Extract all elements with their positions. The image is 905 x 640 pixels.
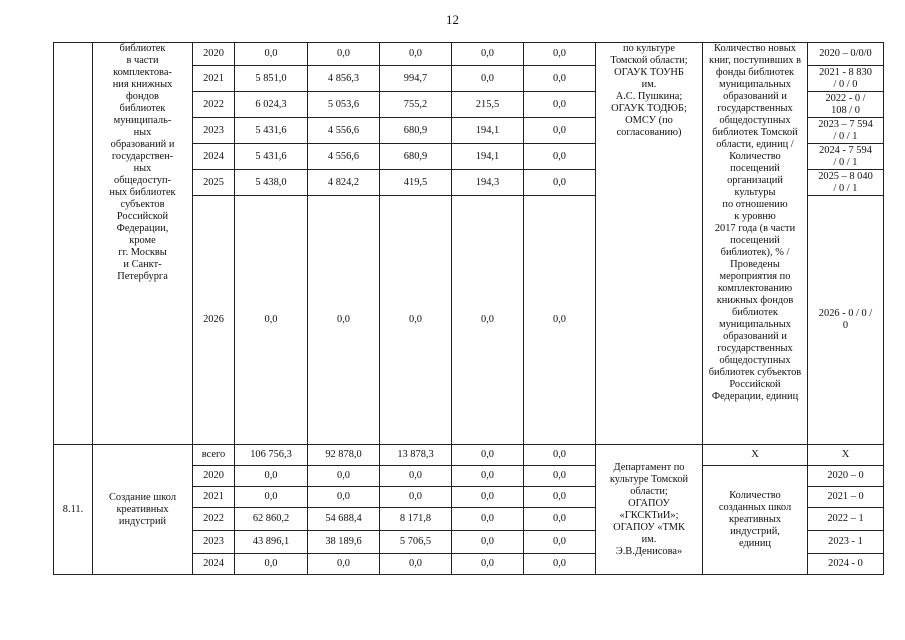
target-cell: 2021 – 0 bbox=[808, 487, 884, 508]
row-a-name: библиотек в части комплектова- ния книжных фондов библиотек муниципаль- ных образований и государствен- ных общедоступ- ных библиотек субъектов Российской Федерации, кроме гг. Москвы и Санкт- Петербурга bbox=[93, 43, 193, 445]
value-cell: 0,0 bbox=[235, 196, 308, 445]
value-cell: 0,0 bbox=[380, 487, 452, 508]
target-cell: 2025 – 8 040 / 0 / 1 bbox=[808, 170, 884, 196]
value-cell: 0,0 bbox=[524, 508, 596, 531]
value-cell: 0,0 bbox=[308, 196, 380, 445]
value-cell: 38 189,6 bbox=[308, 531, 380, 554]
target-cell: 2020 – 0 bbox=[808, 466, 884, 487]
target-cell: 2023 - 1 bbox=[808, 531, 884, 554]
year-cell: 2023 bbox=[193, 531, 235, 554]
row-b-executors: Департамент по культуре Томской области; ОГАПОУ «ГКСКТиИ»; ОГАПОУ «ТМК им. Э.В.Денисова» bbox=[596, 445, 703, 575]
value-cell: 4 856,3 bbox=[308, 66, 380, 92]
value-cell: 4 824,2 bbox=[308, 170, 380, 196]
year-cell: 2024 bbox=[193, 144, 235, 170]
value-cell: 0,0 bbox=[235, 466, 308, 487]
value-cell: 92 878,0 bbox=[308, 445, 380, 466]
value-cell: 0,0 bbox=[524, 445, 596, 466]
year-cell: 2022 bbox=[193, 92, 235, 118]
program-table bbox=[53, 42, 884, 575]
year-cell: всего bbox=[193, 445, 235, 466]
value-cell: 0,0 bbox=[235, 487, 308, 508]
value-cell: 0,0 bbox=[524, 487, 596, 508]
value-cell: 54 688,4 bbox=[308, 508, 380, 531]
value-cell: 106 756,3 bbox=[235, 445, 308, 466]
value-cell: 680,9 bbox=[380, 118, 452, 144]
value-cell: 8 171,8 bbox=[380, 508, 452, 531]
value-cell: 0,0 bbox=[380, 554, 452, 575]
value-cell: 5 431,6 bbox=[235, 144, 308, 170]
value-cell: 0,0 bbox=[452, 554, 524, 575]
value-cell: 215,5 bbox=[452, 92, 524, 118]
year-cell: 2020 bbox=[193, 466, 235, 487]
value-cell: 0,0 bbox=[235, 554, 308, 575]
value-cell: 0,0 bbox=[452, 66, 524, 92]
target-cell: 2024 - 0 bbox=[808, 554, 884, 575]
value-cell: 0,0 bbox=[524, 66, 596, 92]
value-cell: 0,0 bbox=[380, 196, 452, 445]
value-cell: 62 860,2 bbox=[235, 508, 308, 531]
value-cell: 6 024,3 bbox=[235, 92, 308, 118]
value-cell: 0,0 bbox=[452, 508, 524, 531]
indicator-total-cell: Х bbox=[703, 445, 808, 466]
value-cell: 0,0 bbox=[452, 466, 524, 487]
value-cell: 194,1 bbox=[452, 118, 524, 144]
target-cell: 2021 - 8 830 / 0 / 0 bbox=[808, 66, 884, 92]
value-cell: 0,0 bbox=[452, 531, 524, 554]
row-a-number-cell bbox=[54, 43, 93, 445]
year-cell: 2025 bbox=[193, 170, 235, 196]
row-a-indicator: Количество новых книг, поступивших в фонды библиотек муниципальных образований и государственных общедоступных библиотек Томской области, единиц / Количество посещений организаций культуры по отношению к уровню 2017 года (в части посещений библиотек), % / Проведены мероприятия по комплектованию книжных фондов библиотек муниципальных образований и государственных общедоступных библиотек субъектов Российской Федерации, единиц bbox=[703, 43, 808, 445]
year-cell: 2021 bbox=[193, 487, 235, 508]
value-cell: 0,0 bbox=[308, 487, 380, 508]
year-cell: 2026 bbox=[193, 196, 235, 445]
year-cell: 2023 bbox=[193, 118, 235, 144]
value-cell: 0,0 bbox=[524, 92, 596, 118]
table-row bbox=[54, 43, 884, 66]
value-cell: 0,0 bbox=[524, 554, 596, 575]
value-cell: 0,0 bbox=[308, 554, 380, 575]
target-cell: 2022 – 1 bbox=[808, 508, 884, 531]
target-cell: Х bbox=[808, 445, 884, 466]
target-cell: 2023 – 7 594 / 0 / 1 bbox=[808, 118, 884, 144]
value-cell: 5 431,6 bbox=[235, 118, 308, 144]
value-cell: 0,0 bbox=[524, 466, 596, 487]
value-cell: 0,0 bbox=[308, 43, 380, 66]
year-cell: 2024 bbox=[193, 554, 235, 575]
row-b-indicator: Количество созданных школ креативных индустрий, единиц bbox=[703, 466, 808, 575]
value-cell: 5 851,0 bbox=[235, 66, 308, 92]
value-cell: 0,0 bbox=[452, 487, 524, 508]
value-cell: 0,0 bbox=[380, 43, 452, 66]
value-cell: 0,0 bbox=[308, 466, 380, 487]
year-cell: 2022 bbox=[193, 508, 235, 531]
value-cell: 5 438,0 bbox=[235, 170, 308, 196]
target-cell: 2020 – 0/0/0 bbox=[808, 43, 884, 66]
value-cell: 13 878,3 bbox=[380, 445, 452, 466]
value-cell: 0,0 bbox=[524, 43, 596, 66]
value-cell: 0,0 bbox=[524, 144, 596, 170]
target-cell: 2022 - 0 / 108 / 0 bbox=[808, 92, 884, 118]
value-cell: 755,2 bbox=[380, 92, 452, 118]
value-cell: 0,0 bbox=[524, 170, 596, 196]
row-b-name: Создание школ креативных индустрий bbox=[93, 445, 193, 575]
value-cell: 0,0 bbox=[452, 196, 524, 445]
value-cell: 5 053,6 bbox=[308, 92, 380, 118]
value-cell: 194,3 bbox=[452, 170, 524, 196]
year-cell: 2020 bbox=[193, 43, 235, 66]
target-cell: 2026 - 0 / 0 / 0 bbox=[808, 196, 884, 445]
value-cell: 0,0 bbox=[524, 196, 596, 445]
page-number: 12 bbox=[446, 12, 459, 27]
value-cell: 194,1 bbox=[452, 144, 524, 170]
value-cell: 43 896,1 bbox=[235, 531, 308, 554]
value-cell: 0,0 bbox=[235, 43, 308, 66]
row-a-executors: по культуре Томской области; ОГАУК ТОУНБ им. А.С. Пушкина; ОГАУК ТОДЮБ; ОМСУ (по согласованию) bbox=[596, 43, 703, 445]
value-cell: 0,0 bbox=[452, 445, 524, 466]
value-cell: 680,9 bbox=[380, 144, 452, 170]
value-cell: 4 556,6 bbox=[308, 118, 380, 144]
row-b-number: 8.11. bbox=[54, 445, 93, 575]
value-cell: 994,7 bbox=[380, 66, 452, 92]
table-row bbox=[54, 445, 884, 466]
value-cell: 0,0 bbox=[524, 531, 596, 554]
value-cell: 0,0 bbox=[380, 466, 452, 487]
year-cell: 2021 bbox=[193, 66, 235, 92]
value-cell: 419,5 bbox=[380, 170, 452, 196]
value-cell: 0,0 bbox=[452, 43, 524, 66]
value-cell: 0,0 bbox=[524, 118, 596, 144]
target-cell: 2024 - 7 594 / 0 / 1 bbox=[808, 144, 884, 170]
value-cell: 4 556,6 bbox=[308, 144, 380, 170]
value-cell: 5 706,5 bbox=[380, 531, 452, 554]
